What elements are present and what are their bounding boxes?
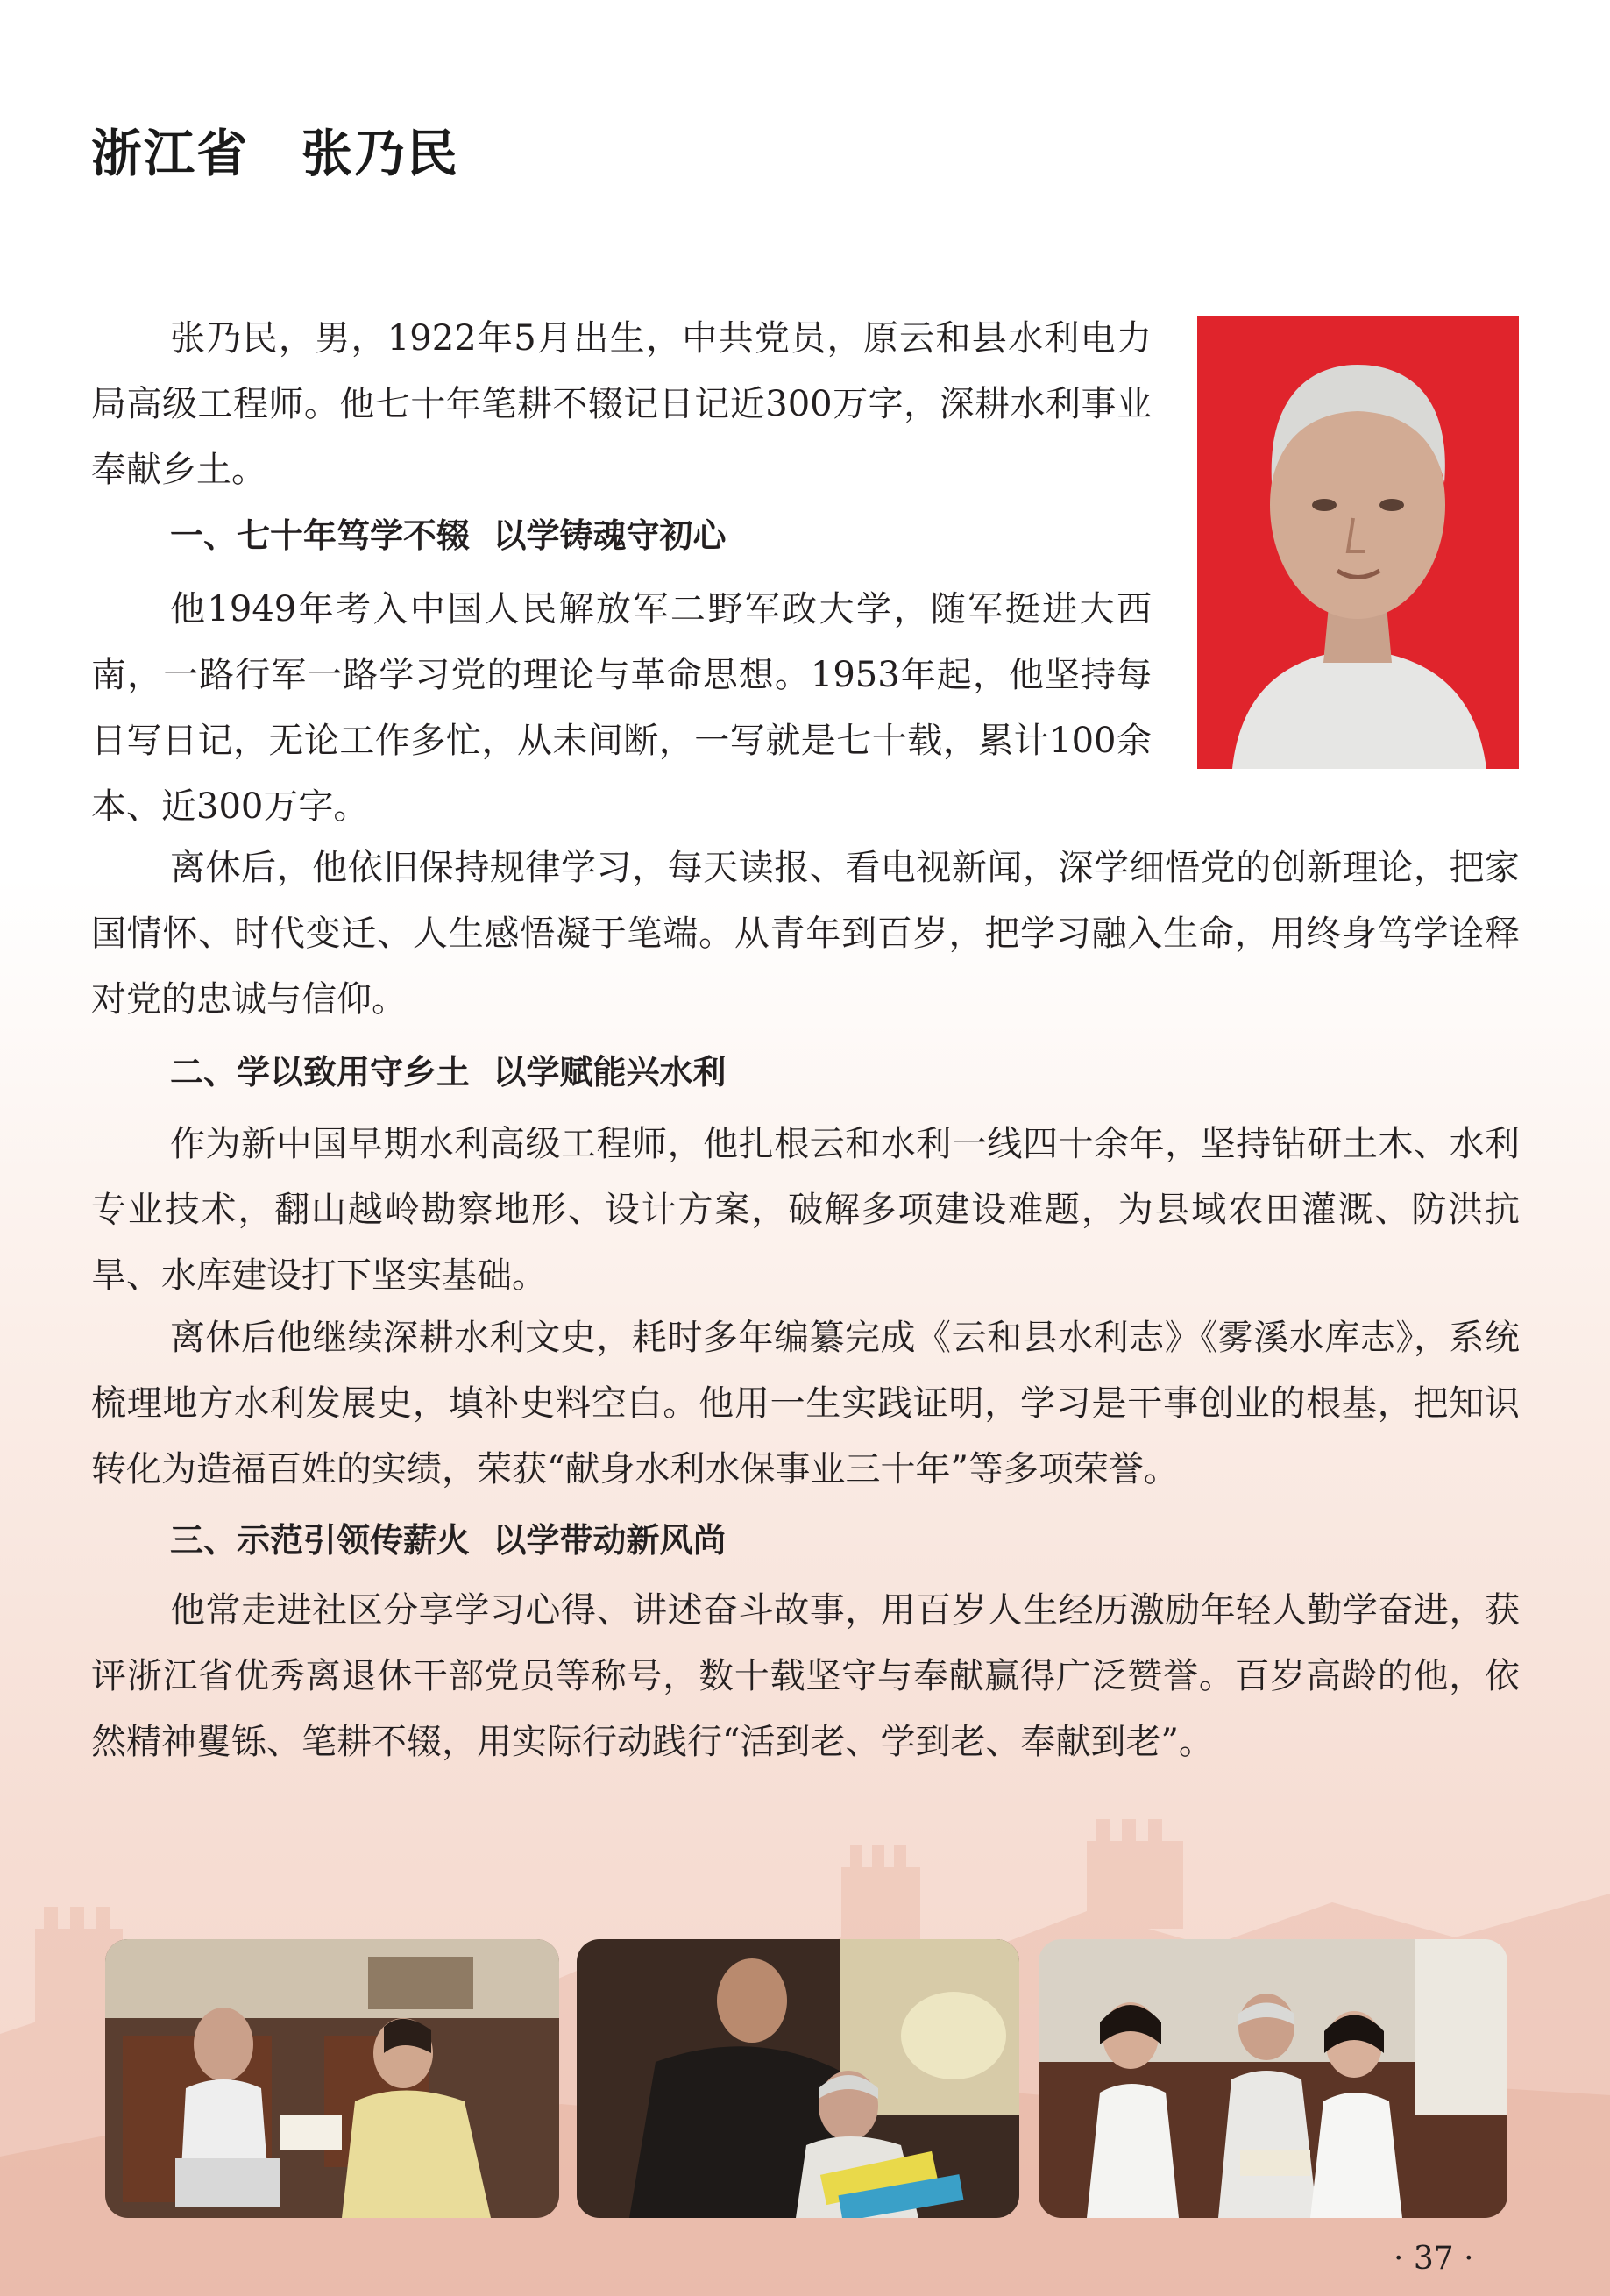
intro-paragraph: 张乃民，男，1922年5月出生，中共党员，原云和县水利电力局高级工程师。他七十年笔耕不辍记日记近300万字，深耕水利事业奉献乡土。: [91, 318, 1152, 490]
section-heading-1: 一、七十年笃学不辍 以学铸魂守初心: [170, 516, 727, 555]
section-1-paragraph-1: 他1949年考入中国人民解放军二野军政大学，随军挺进大西南，一路行军一路学习党的理论与革命思想。1953年起，他坚持每日写日记，无论工作多忙，从未间断，一写就是七十载，累计100余本、近300万字。: [91, 589, 1152, 827]
section-heading-3: 三、示范引领传薪火 以学带动新风尚: [170, 1521, 727, 1560]
portrait-photo: [1197, 316, 1519, 769]
section-3-paragraph-1: 他常走进社区分享学习心得、讲述奋斗故事，用百岁人生经历激励年轻人勤学奋进，获评浙江省优秀离退休干部党员等称号，数十载坚守与奉献赢得广泛赞誉。百岁高龄的他，依然精神矍铄、笔耕不辍，用实际行动践行“活到老、学到老、奉献到老”。: [91, 1590, 1520, 1762]
section-1-paragraph-2: 离休后，他依旧保持规律学习，每天读报、看电视新闻，深学细悟党的创新理论，把家国情怀、时代变迁、人生感悟凝于笔端。从青年到百岁，把学习融入生命，用终身笃学诠释对党的忠诚与信仰。: [91, 848, 1520, 1020]
page-number: · 37 ·: [1394, 2241, 1474, 2277]
photo-interview-at-home: [105, 1939, 559, 2218]
section-2-paragraph-1: 作为新中国早期水利高级工程师，他扎根云和水利一线四十余年，坚持钻研土木、水利专业技术，翻山越岭勘察地形、设计方案，破解多项建设难题，为县域农田灌溉、防洪抗旱、水库建设打下坚实基础。: [91, 1124, 1520, 1296]
photo-young-visitors: [1039, 1939, 1507, 2218]
section-heading-2: 二、学以致用守乡土 以学赋能兴水利: [170, 1053, 727, 1091]
photo-reading-together: [577, 1939, 1019, 2218]
page-title: 浙江省 张乃民: [91, 124, 460, 183]
section-2-paragraph-2: 离休后他继续深耕水利文史，耗时多年编纂完成《云和县水利志》《雾溪水库志》，系统梳理地方水利发展史，填补史料空白。他用一生实践证明，学习是干事创业的根基，把知识转化为造福百姓的实绩，荣获“献身水利水保事业三十年”等多项荣誉。: [91, 1318, 1520, 1489]
